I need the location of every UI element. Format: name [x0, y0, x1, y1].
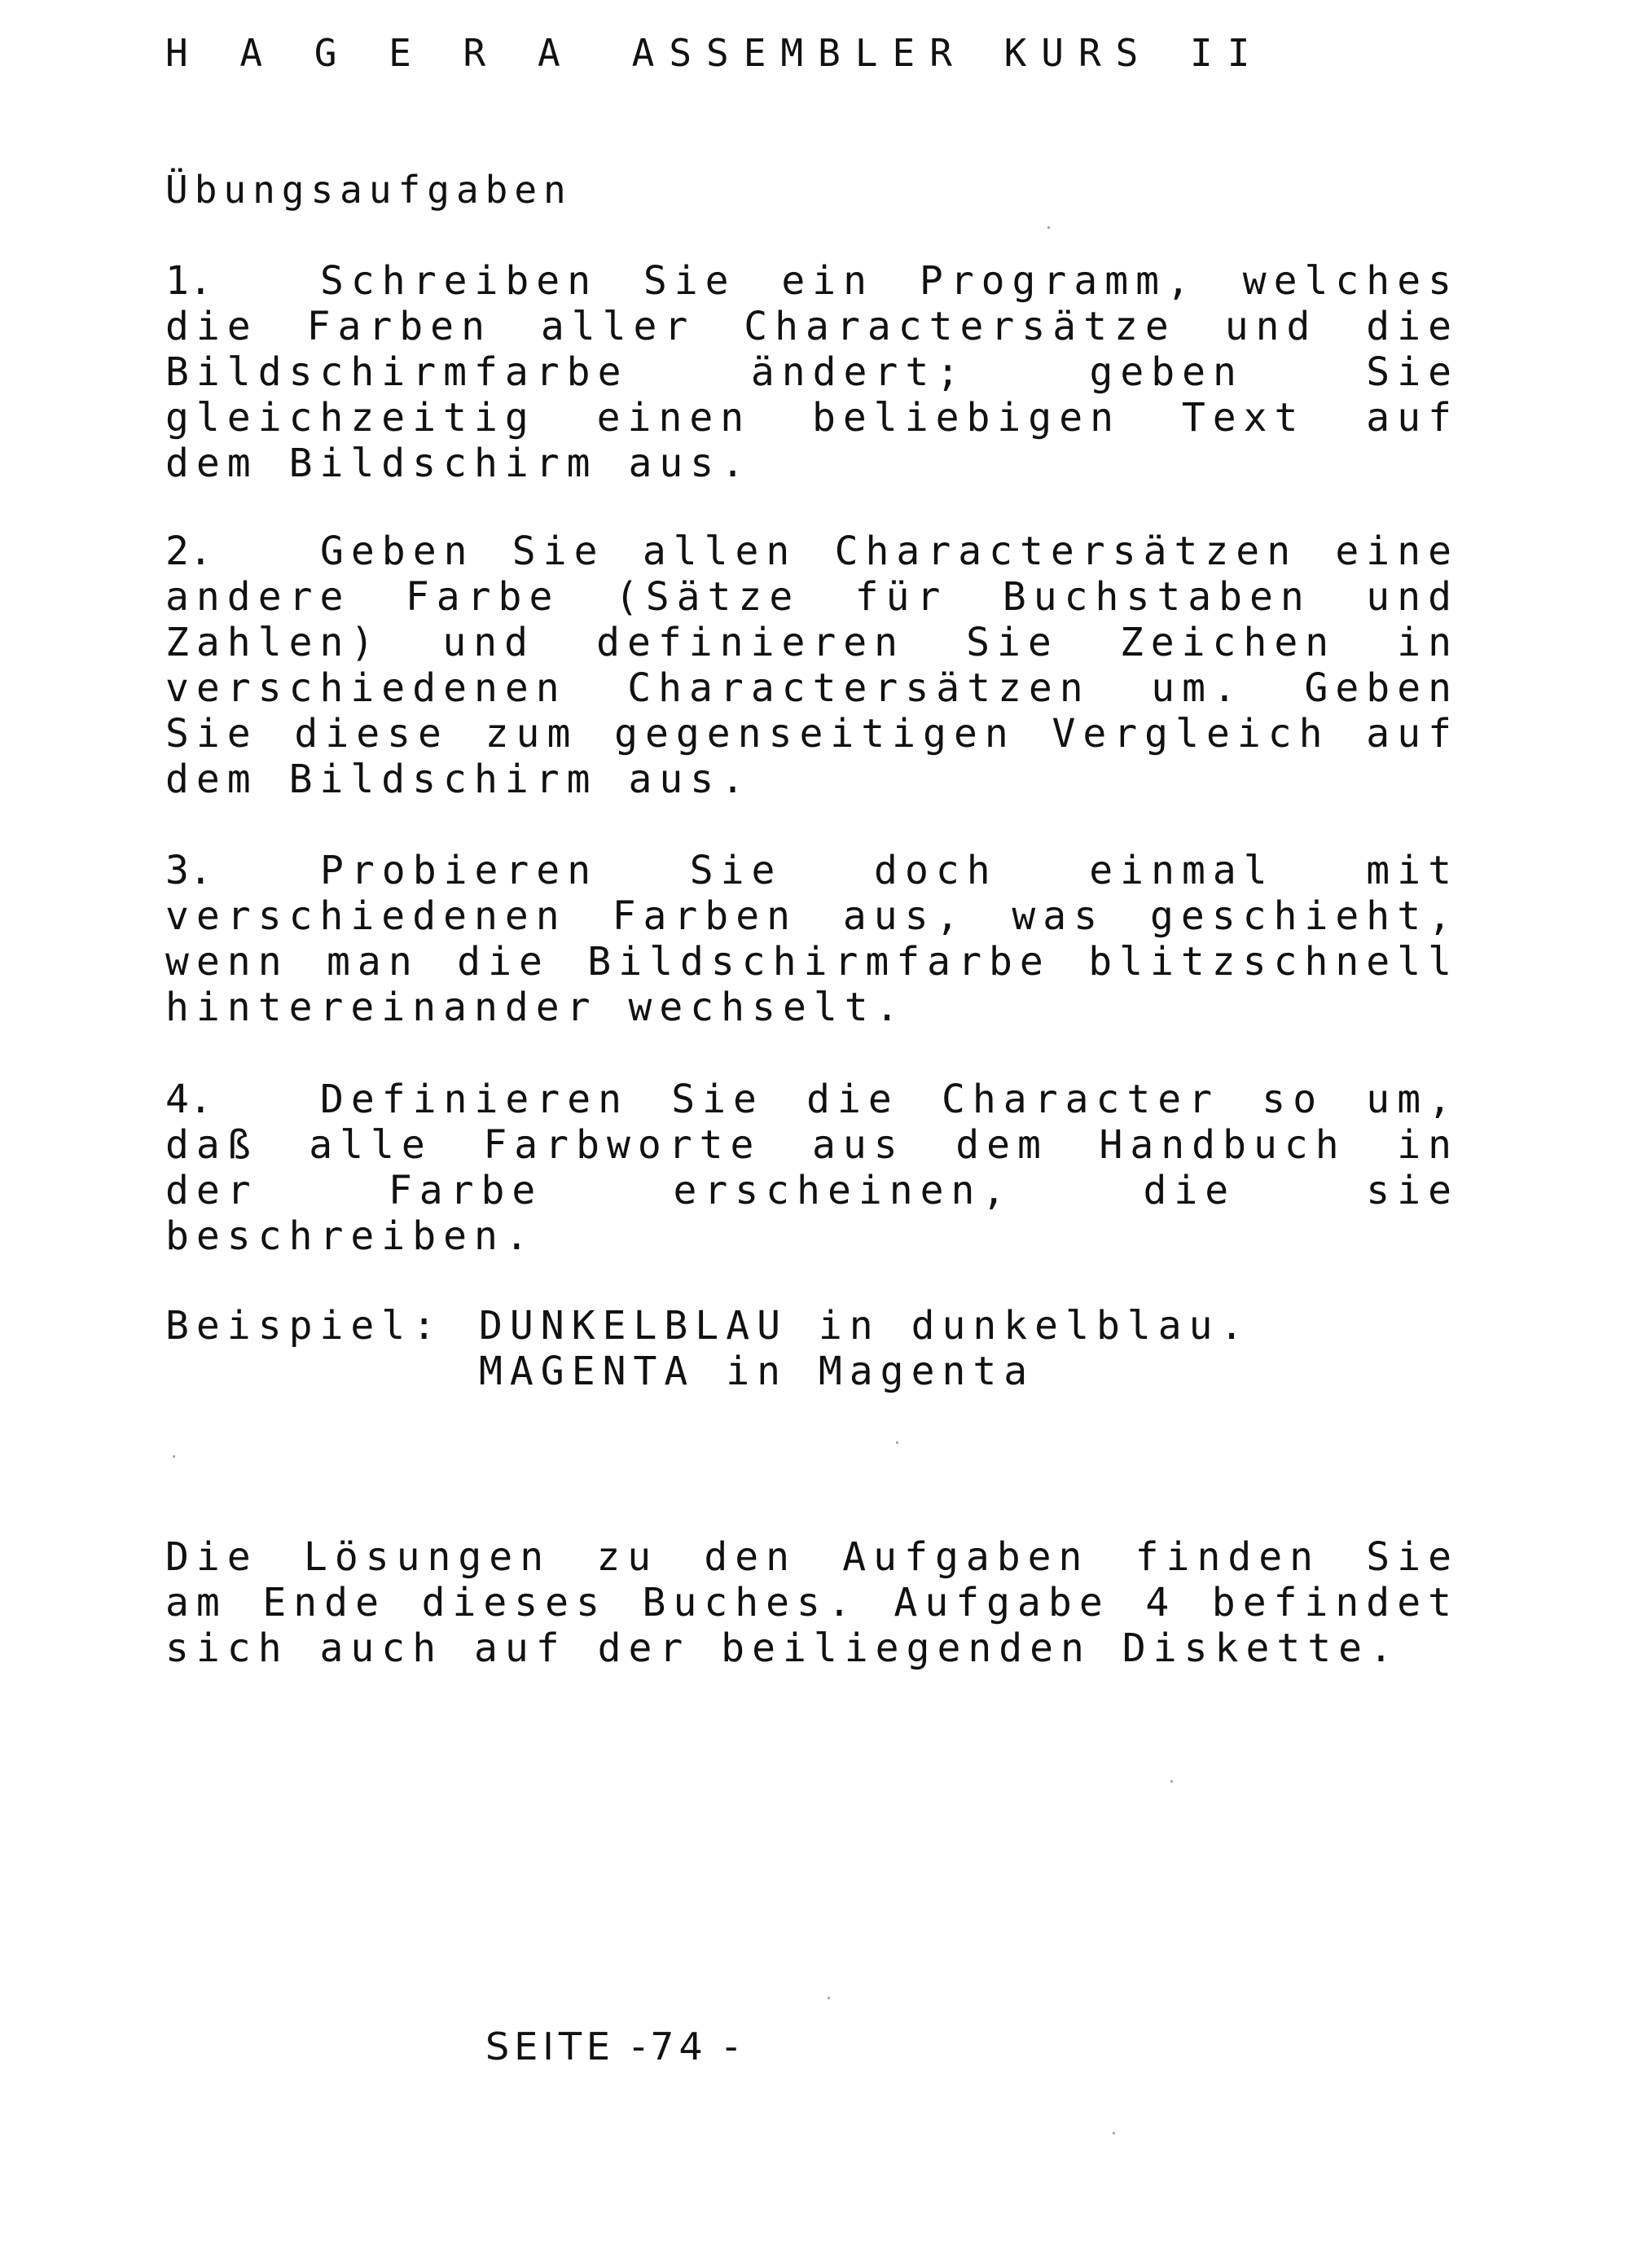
task-text: Definieren Sie die Character so um, daß alle Farbworte aus dem Handbuch in der Farbe erscheinen, die sie beschreiben.	[165, 1077, 1459, 1259]
page-number: -74 -	[631, 2025, 743, 2068]
example-line-1: DUNKELBLAU in dunkelblau.	[479, 1303, 1251, 1349]
task-2	[165, 529, 1459, 802]
solution-note: Die Lösungen zu den Aufgaben finden Sie am Ende dieses Buches. Aufgabe 4 befindet sich auch auf der beiliegenden Diskette.	[165, 1534, 1459, 1671]
task-text: Probieren Sie doch einmal mit verschiedenen Farben aus, was geschieht, wenn man die Bildschirmfarbe blitzschnell hintereinander wechselt.	[165, 848, 1459, 1030]
page-label: SEITE	[485, 2025, 615, 2068]
scan-speck	[828, 1997, 830, 1999]
example-row-1	[165, 1303, 1250, 1349]
task-number: 1.	[165, 258, 213, 304]
example-line-2: MAGENTA in Magenta	[479, 1349, 1035, 1394]
page-header	[165, 31, 1264, 75]
course-title: ASSEMBLER KURS II	[631, 31, 1265, 75]
scan-speck	[1113, 2132, 1115, 2134]
example-row-2	[165, 1349, 1250, 1394]
task-number: 3.	[165, 848, 213, 893]
example-block	[165, 1303, 1250, 1394]
publisher-name: H A G E R A	[165, 31, 575, 75]
scan-speck	[1170, 1780, 1173, 1783]
scan-speck	[173, 1455, 175, 1458]
page-footer	[485, 2025, 743, 2068]
task-number: 4.	[165, 1077, 213, 1122]
task-number: 2.	[165, 529, 213, 574]
scan-speck	[896, 1441, 898, 1444]
task-text: Schreiben Sie ein Programm, welches die Farben aller Charactersätze und die Bildschirmfarbe ändert; geben Sie gleichzeitig einen beliebigen Text auf dem Bildschirm aus.	[165, 258, 1459, 486]
task-1	[165, 258, 1459, 486]
section-heading: Übungsaufgaben	[165, 168, 573, 212]
task-3	[165, 848, 1459, 1030]
task-text: Geben Sie allen Charactersätzen eine andere Farbe (Sätze für Buchstaben und Zahlen) und definieren Sie Zeichen in verschiedenen Charactersätzen um. Geben Sie diese zum gegenseitigen Vergleich auf dem Bildschirm aus.	[165, 529, 1459, 802]
example-label: Beispiel:	[165, 1303, 444, 1349]
scan-speck	[1047, 226, 1050, 229]
task-4	[165, 1077, 1459, 1259]
